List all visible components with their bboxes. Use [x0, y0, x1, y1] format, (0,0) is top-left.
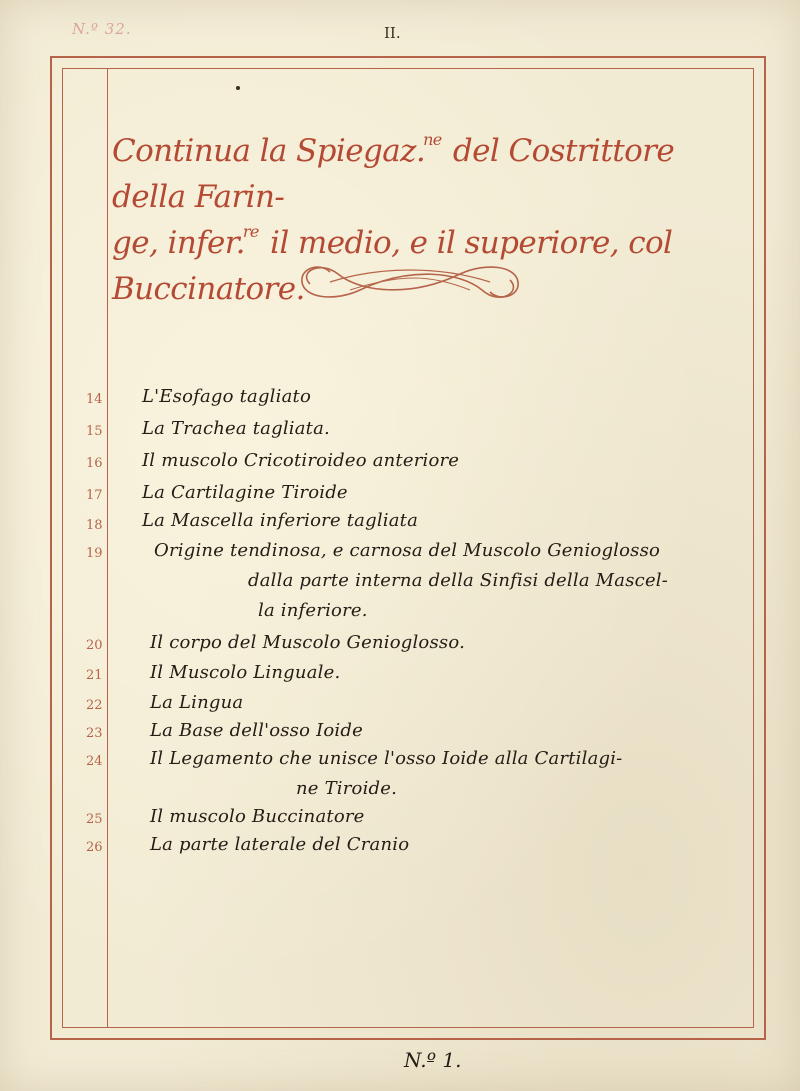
- entry-number: 18: [86, 518, 103, 533]
- entry-text: La Base dell'osso Ioide: [150, 720, 363, 741]
- title-line-1-part-a: Continua la Spiegaz.: [112, 133, 426, 169]
- entry-text: La parte laterale del Cranio: [150, 834, 410, 855]
- entry-text: L'Esofago tagliato: [142, 386, 311, 407]
- page-number: II.: [384, 24, 401, 42]
- entry-text-continuation: dalla parte interna della Sinfisi della Mascel-: [248, 570, 669, 591]
- entry-number: 24: [86, 754, 103, 769]
- entry-number: 16: [86, 456, 103, 471]
- footer-mark: N.º 1.: [404, 1048, 462, 1072]
- entry-number: 21: [86, 668, 103, 683]
- entry-number: 19: [86, 546, 103, 561]
- corner-note: N.º 32.: [72, 20, 132, 38]
- entry-text: Il corpo del Muscolo Genioglosso.: [150, 632, 465, 653]
- ink-dot: [236, 86, 240, 90]
- title-line-1-part-b: del Costrittore della Farin-: [112, 133, 675, 215]
- entry-text-continuation: la inferiore.: [258, 600, 368, 621]
- entry-text: Origine tendinosa, e carnosa del Muscolo Genioglosso: [154, 540, 661, 561]
- entry-text: Il muscolo Cricotiroideo anteriore: [142, 450, 460, 471]
- title-line-2-part-a: ge, infer.: [112, 225, 245, 261]
- title-line-2-part-b: il medio, e il superiore, col Buccinatore.: [112, 225, 673, 307]
- calligraphic-flourish-icon: [290, 252, 530, 312]
- entry-text: Il Muscolo Linguale.: [150, 662, 341, 683]
- entry-text: La Cartilagine Tiroide: [142, 482, 348, 503]
- entry-text-continuation: ne Tiroide.: [296, 778, 398, 799]
- entry-text: La Trachea tagliata.: [142, 418, 330, 439]
- entry-number: 17: [86, 488, 103, 503]
- entry-number: 20: [86, 638, 103, 653]
- entry-number: 23: [86, 726, 103, 741]
- entry-number: 14: [86, 392, 103, 407]
- entry-text: Il muscolo Buccinatore: [150, 806, 365, 827]
- entry-number: 25: [86, 812, 103, 827]
- title-line-2-superscript: re: [242, 222, 259, 241]
- entry-text: La Mascella inferiore tagliata: [142, 510, 419, 531]
- entry-number: 26: [86, 840, 103, 855]
- entry-text: Il Legamento che unisce l'osso Ioide alla Cartilagi-: [150, 748, 623, 769]
- title-line-1-superscript: ne: [423, 130, 442, 149]
- entry-text: La Lingua: [150, 692, 244, 713]
- title-line-1: [112, 128, 752, 220]
- entry-number: 15: [86, 424, 103, 439]
- entry-number: 22: [86, 698, 103, 713]
